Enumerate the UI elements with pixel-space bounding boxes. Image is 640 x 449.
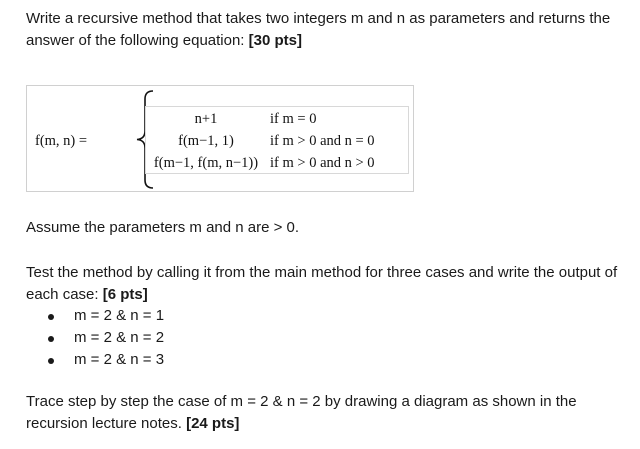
case-condition-2: if m > 0 and n = 0 — [270, 133, 375, 149]
test-case-1: m = 2 & n = 1 — [74, 307, 165, 324]
test-case-2: m = 2 & n = 2 — [74, 329, 165, 346]
list-item — [44, 327, 164, 349]
intro-points: [30 pts] — [248, 32, 302, 49]
test-case-3: m = 2 & n = 3 — [74, 351, 165, 368]
intro-paragraph — [26, 8, 634, 52]
test-case-list — [44, 305, 164, 371]
trace-paragraph — [26, 391, 634, 435]
equation-lhs: f(m, n) = — [35, 133, 88, 149]
case-condition-1: if m = 0 — [270, 111, 317, 127]
case-condition-3: if m > 0 and n > 0 — [270, 155, 375, 171]
case-value-3: f(m−1, f(m, n−1)) — [153, 155, 259, 171]
bullet-icon — [48, 314, 54, 320]
case-value-2: f(m−1, 1) — [178, 133, 234, 149]
bullet-icon — [48, 336, 54, 342]
equation-figure — [26, 85, 414, 192]
equation-cases — [145, 106, 409, 174]
case-value-1: n+1 — [194, 111, 218, 127]
intro-text: Write a recursive method that takes two integers m and n as parameters and returns the answer of the following equation: — [26, 10, 611, 49]
test-points: [6 pts] — [102, 286, 148, 303]
bullet-icon — [48, 358, 54, 364]
assume-paragraph: Assume the parameters m and n are > 0. — [26, 219, 300, 236]
test-paragraph — [26, 262, 634, 306]
trace-points: [24 pts] — [186, 415, 240, 432]
list-item — [44, 349, 164, 371]
list-item — [44, 305, 164, 327]
test-text: Test the method by calling it from the main method for three cases and write the output of each case: — [26, 264, 618, 303]
trace-text: Trace step by step the case of m = 2 & n = 2 by drawing a diagram as shown in the recursion lecture notes. — [26, 393, 577, 432]
